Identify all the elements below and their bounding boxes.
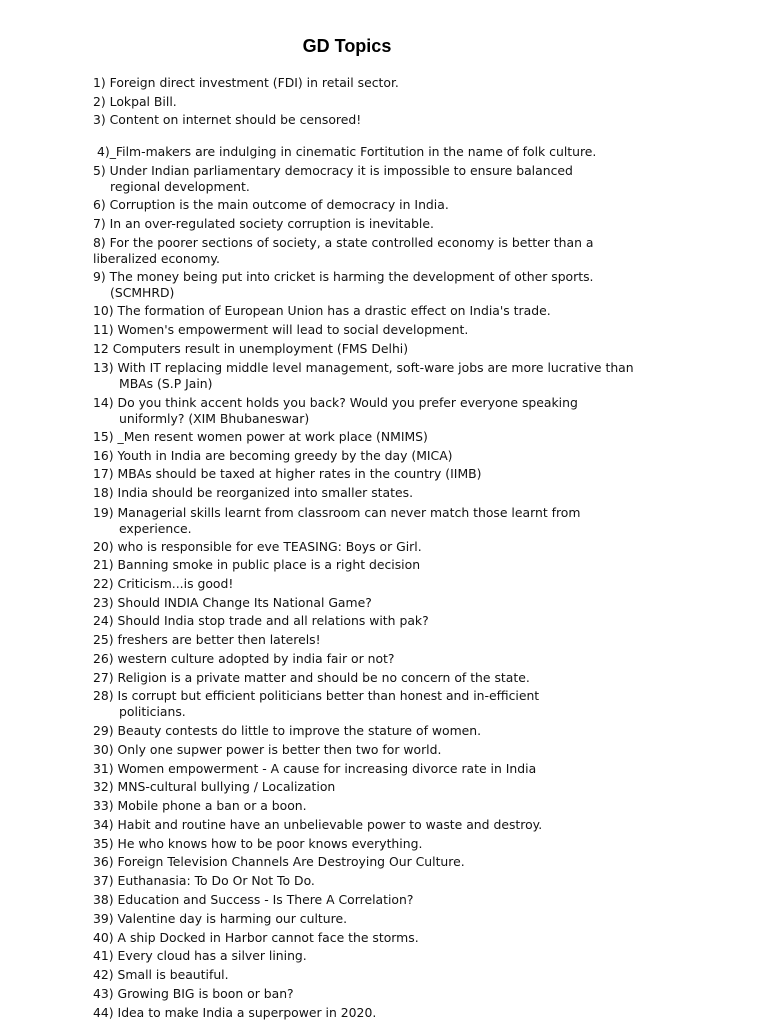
topic-item [93,1005,671,1021]
topic-text: 17) MBAs should be taxed at higher rates in the country (IIMB) [93,466,482,481]
topic-item [93,341,671,357]
topic-item [93,429,671,445]
topic-item [93,873,671,889]
topic-item [93,613,671,629]
topic-text: 29) Beauty contests do little to improve the stature of women. [93,723,482,738]
topic-text: 31) Women empowerment - A cause for increasing divorce rate in India [93,761,537,776]
topic-text-continued: experience. [119,520,192,536]
topic-text: 6) Corruption is the main outcome of democracy in India. [93,197,449,212]
topic-text: 19) Managerial skills learnt from classroom can never match those learnt from [93,505,581,520]
topic-text-continued: (SCMHRD) [110,284,175,300]
topic-text: 36) Foreign Television Channels Are Destroying Our Culture. [93,854,465,869]
topic-item [93,322,671,338]
topic-item [93,94,671,110]
topic-text-continued: liberalized economy. [93,250,220,266]
topic-item [93,723,671,739]
topic-text-continued: politicians. [119,703,186,719]
topic-item [93,576,671,592]
topic-text: 8) For the poorer sections of society, a state controlled economy is better than a [93,235,594,250]
topic-text: 15) _Men resent women power at work place (NMIMS) [93,429,428,444]
topic-text: 37) Euthanasia: To Do Or Not To Do. [93,873,315,888]
topic-item [93,948,671,964]
topic-item [93,761,671,777]
topic-item [93,269,671,300]
topic-item [93,986,671,1002]
topic-text: 13) With IT replacing middle level management, soft-ware jobs are more lucrative than [93,360,634,375]
topic-text: 10) The formation of European Union has a drastic effect on India's trade. [93,303,551,318]
topic-item [93,395,671,426]
topic-item [93,930,671,946]
topic-text: 25) freshers are better then laterels! [93,632,321,647]
topic-item [93,779,671,795]
topic-text-continued: MBAs (S.P Jain) [119,375,213,391]
topic-item [93,360,671,391]
topic-item [93,632,671,648]
topic-item [93,485,671,501]
topic-text: 23) Should INDIA Change Its National Game? [93,595,372,610]
topic-text: 24) Should India stop trade and all relations with pak? [93,613,429,628]
topic-text: 11) Women's empowerment will lead to social development. [93,322,469,337]
topic-item [93,670,671,686]
topic-text: 21) Banning smoke in public place is a right decision [93,557,421,572]
topic-text: 44) Idea to make India a superpower in 2020. [93,1005,377,1020]
topic-text: 42) Small is beautiful. [93,967,229,982]
page-title: GD Topics [302,36,392,56]
topic-text: 34) Habit and routine have an unbelievable power to waste and destroy. [93,817,543,832]
topic-text: 20) who is responsible for eve TEASING: Boys or Girl. [93,539,422,554]
topic-item [93,595,671,611]
topic-text: 14) Do you think accent holds you back? Would you prefer everyone speaking [93,395,578,410]
topic-text: 1) Foreign direct investment (FDI) in retail sector. [93,75,399,90]
topic-text: 40) A ship Docked in Harbor cannot face the storms. [93,930,419,945]
topic-item [93,505,671,536]
topic-text-continued: regional development. [110,178,250,194]
topic-item [93,742,671,758]
topic-item [97,144,675,160]
topic-item [93,197,671,213]
topic-item [93,466,671,482]
topic-item [93,817,671,833]
topic-text: 26) western culture adopted by india fair or not? [93,651,395,666]
topic-text: 43) Growing BIG is boon or ban? [93,986,294,1001]
topic-text: 16) Youth in India are becoming greedy by the day (MICA) [93,448,453,463]
topic-item [93,651,671,667]
topic-text: 7) In an over-regulated society corruption is inevitable. [93,216,434,231]
topic-text: 2) Lokpal Bill. [93,94,177,109]
topic-item [93,836,671,852]
topic-item [93,448,671,464]
topic-text: 27) Religion is a private matter and should be no concern of the state. [93,670,530,685]
topic-item [93,216,671,232]
topic-text: 3) Content on internet should be censored! [93,112,362,127]
topic-text: 38) Education and Success - Is There A Correlation? [93,892,414,907]
topic-text: 9) The money being put into cricket is harming the development of other sports. [93,269,594,284]
topic-item [93,539,671,555]
topic-item [93,235,671,266]
topic-item [93,75,671,91]
topic-text: 5) Under Indian parliamentary democracy it is impossible to ensure balanced [93,163,573,178]
topic-text: 4)_Film-makers are indulging in cinematic Fortitution in the name of folk culture. [97,144,597,159]
topic-text: 33) Mobile phone a ban or a boon. [93,798,307,813]
topic-text: 41) Every cloud has a silver lining. [93,948,307,963]
topic-text: 39) Valentine day is harming our culture. [93,911,348,926]
topic-text: 12 Computers result in unemployment (FMS Delhi) [93,341,409,356]
topic-text: 35) He who knows how to be poor knows everything. [93,836,423,851]
topic-text: 18) India should be reorganized into smaller states. [93,485,414,500]
topic-text-continued: uniformly? (XIM Bhubaneswar) [119,410,310,426]
topic-item [93,112,671,128]
topic-text: 30) Only one supwer power is better then two for world. [93,742,442,757]
topic-item [93,798,671,814]
topic-text: 22) Criticism...is good! [93,576,234,591]
topic-item [93,163,671,194]
topic-item [93,557,671,573]
topic-item [93,967,671,983]
topic-text: 28) Is corrupt but efficient politicians better than honest and in-efficient [93,688,540,703]
topic-item [93,892,671,908]
topic-item [93,854,671,870]
topic-item [93,911,671,927]
topic-text: 32) MNS-cultural bullying / Localization [93,779,336,794]
topic-item [93,303,671,319]
topic-item [93,688,671,719]
